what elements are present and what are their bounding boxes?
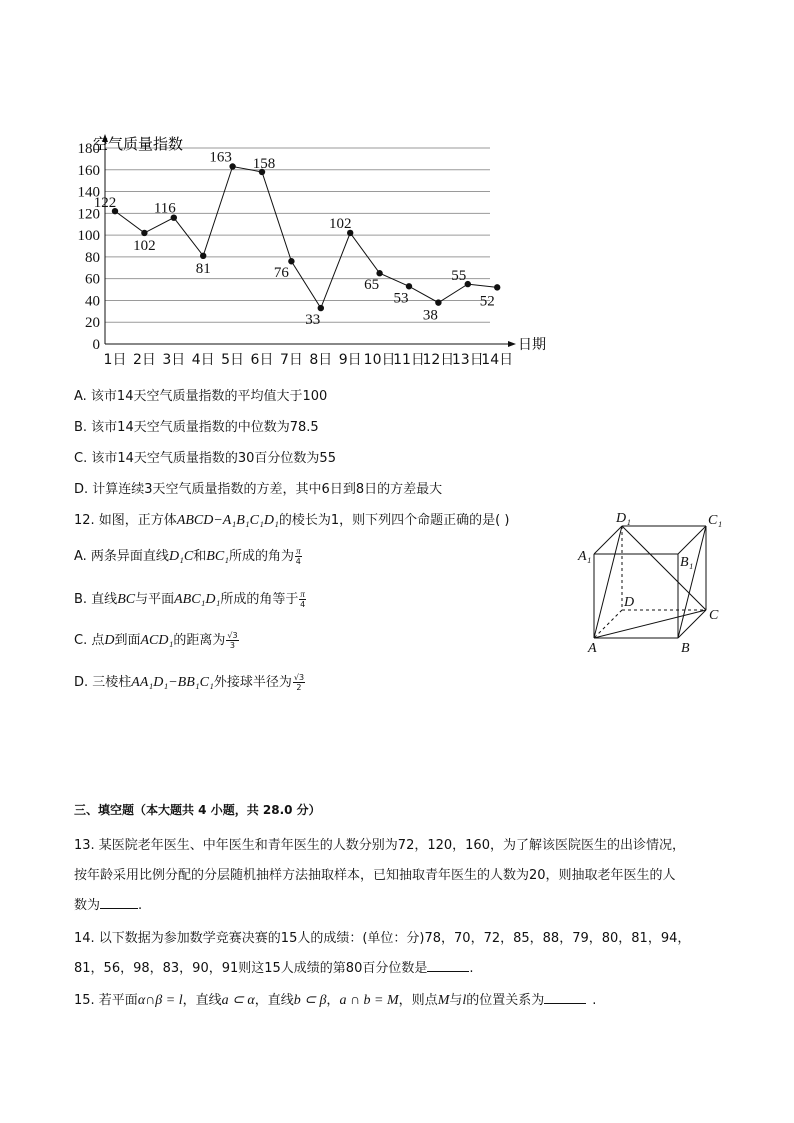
q15-m6: l bbox=[462, 993, 467, 1008]
q12-option-c bbox=[74, 629, 239, 650]
q14-answer-blank[interactable] bbox=[427, 959, 469, 972]
q12-c-mid: 到面 bbox=[114, 633, 141, 648]
label-c: C bbox=[709, 608, 719, 623]
y-axis-label: 空气质量指数 bbox=[93, 135, 184, 153]
label-a1: A₁ bbox=[578, 549, 592, 564]
y-tick-label: 40 bbox=[85, 293, 100, 310]
x-tick-label: 12日 bbox=[422, 352, 455, 368]
q12-a-fraction: $\frac{\pi}{4}$ bbox=[295, 546, 301, 566]
x-tick-label: 6日 bbox=[250, 352, 274, 368]
q12-b-math1: BC bbox=[117, 592, 136, 607]
q13-line3-suffix: . bbox=[138, 898, 143, 913]
series-line bbox=[115, 167, 497, 309]
label-b: B bbox=[681, 641, 690, 656]
q12-a-mid: 和 bbox=[193, 549, 207, 564]
y-tick-label: 100 bbox=[77, 228, 100, 245]
q12-a-text: A. 两条异面直线 bbox=[74, 549, 169, 564]
data-point bbox=[406, 283, 412, 289]
q12-c-text: C. 点 bbox=[74, 633, 105, 648]
cube-hidden-da bbox=[594, 610, 622, 638]
q15-p4: ， bbox=[326, 993, 340, 1008]
q12-b-end: 所成的角等于 bbox=[220, 592, 299, 607]
data-label: 102 bbox=[328, 215, 352, 232]
q11-option-d: D. 计算连续3天空气质量指数的方差，其中6日到8日的方差最大 bbox=[74, 482, 443, 497]
label-c1: C₁ bbox=[708, 513, 723, 528]
y-tick-label: 180 bbox=[77, 141, 100, 157]
cube-figure bbox=[572, 506, 732, 656]
q15-p8: . bbox=[592, 993, 597, 1008]
data-point bbox=[141, 230, 147, 236]
chart-tick-labels bbox=[78, 141, 514, 368]
data-label: 102 bbox=[133, 237, 156, 254]
q12-d-fraction: $\frac{√3}{2}$ bbox=[293, 673, 305, 692]
q15-p7: 的位置关系为 bbox=[466, 993, 545, 1008]
q14-line2-prefix: 81，56，98，83，90，91则这15人成绩的第80百分位数是 bbox=[74, 961, 428, 976]
data-label: 116 bbox=[153, 200, 176, 217]
q11-option-a: A. 该市14天空气质量指数的平均值大于100 bbox=[74, 389, 328, 404]
air-quality-line-chart bbox=[60, 130, 560, 375]
cube-diag-ac bbox=[594, 610, 706, 638]
y-tick-label: 160 bbox=[77, 162, 100, 179]
cube-edge-a1d1 bbox=[594, 526, 622, 554]
y-tick-label: 60 bbox=[85, 271, 100, 288]
x-tick-label: 13日 bbox=[451, 352, 484, 368]
q13-line2: 按年龄采用比例分配的分层随机抽样方法抽取样本，已知抽取青年医生的人数为20，则抽取老年医生的人 bbox=[74, 868, 676, 883]
q13-line3-prefix: 数为 bbox=[74, 898, 101, 913]
data-label: 53 bbox=[393, 290, 409, 307]
q12-stem bbox=[74, 509, 509, 529]
data-label: 33 bbox=[305, 312, 321, 329]
q12-option-d bbox=[74, 671, 305, 692]
q12-c-math1: D bbox=[104, 633, 115, 648]
data-label: 122 bbox=[93, 195, 117, 212]
q12-stem-suffix: 的棱长为1，则下列四个命题正确的是( ) bbox=[278, 513, 510, 528]
label-d: D bbox=[624, 595, 635, 610]
q12-b-math2: ABC₁D₁ bbox=[174, 592, 221, 607]
q13-line3 bbox=[74, 894, 142, 913]
q12-c-end: 的距离为 bbox=[173, 633, 226, 648]
x-axis-label: 日期 bbox=[518, 337, 546, 353]
data-label: 65 bbox=[364, 277, 380, 294]
cube-edge-c1b1 bbox=[678, 526, 706, 554]
q15-p2: ，直线 bbox=[182, 993, 222, 1008]
section3-title: 三、填空题（本大题共 4 小题，共 28.0 分） bbox=[74, 803, 321, 817]
q15-m4: a ∩ b = M bbox=[339, 993, 399, 1008]
q15-m2: a ⊂ α bbox=[221, 993, 255, 1008]
q12-option-a bbox=[74, 545, 302, 566]
x-tick-label: 5日 bbox=[221, 352, 245, 368]
data-point bbox=[376, 270, 382, 276]
data-label: 163 bbox=[209, 149, 232, 166]
q15-line bbox=[74, 989, 596, 1009]
cube-diag-bc1 bbox=[678, 526, 706, 638]
y-tick-label: 120 bbox=[77, 206, 100, 223]
q15-p5: ，则点 bbox=[398, 993, 438, 1008]
y-tick-label: 80 bbox=[85, 249, 100, 266]
q15-p3: ，直线 bbox=[254, 993, 294, 1008]
x-tick-label: 14日 bbox=[481, 352, 514, 368]
data-label: 158 bbox=[252, 155, 276, 172]
q12-stem-prefix: 12. 如图，正方体 bbox=[74, 513, 177, 528]
q13-line1: 13. 某医院老年医生、中年医生和青年医生的人数分别为72，120，160，为了解该医院医生的出诊情况， bbox=[74, 838, 685, 853]
y-tick-label: 0 bbox=[92, 337, 100, 353]
q12-a-end: 所成的角为 bbox=[229, 549, 295, 564]
q15-m3: b ⊂ β bbox=[293, 993, 327, 1008]
q11-option-b: B. 该市14天空气质量指数的中位数为78.5 bbox=[74, 420, 319, 435]
cube-edge-cb bbox=[678, 610, 706, 638]
q12-c-math2: ACD₁ bbox=[140, 633, 174, 648]
label-b1: B₁ bbox=[680, 555, 694, 570]
q12-d-math1: AA₁D₁−BB₁C₁ bbox=[131, 675, 214, 690]
q14-line1: 14. 以下数据为参加数学竞赛决赛的15人的成绩：(单位：分)78，70，72，85，88，79，80，81，94， bbox=[74, 931, 691, 946]
x-tick-label: 11日 bbox=[393, 352, 425, 368]
data-label: 76 bbox=[273, 265, 289, 282]
label-a: A bbox=[588, 641, 597, 656]
x-tick-label: 2日 bbox=[132, 352, 156, 368]
q15-m1: α∩β = l bbox=[137, 993, 183, 1008]
data-label: 38 bbox=[422, 307, 438, 324]
data-point bbox=[494, 284, 500, 290]
q12-a-math1: D₁C bbox=[168, 549, 194, 564]
data-point bbox=[200, 253, 206, 259]
q12-b-mid: 与平面 bbox=[135, 592, 175, 607]
cube-diag-ad1 bbox=[594, 526, 622, 638]
q12-option-b bbox=[74, 588, 306, 609]
data-point bbox=[288, 258, 294, 264]
x-tick-label: 4日 bbox=[191, 352, 215, 368]
q15-p6: 与 bbox=[449, 993, 463, 1008]
q12-stem-math: ABCD−A₁B₁C₁D₁ bbox=[176, 513, 279, 528]
chart-series bbox=[94, 150, 501, 329]
q14-line2 bbox=[74, 957, 473, 976]
q12-b-fraction: $\frac{\pi}{4}$ bbox=[300, 589, 306, 609]
x-tick-label: 9日 bbox=[338, 352, 362, 368]
q15-answer-blank[interactable] bbox=[544, 991, 586, 1004]
label-d1: D₁ bbox=[616, 511, 631, 526]
q15-p1: 15. 若平面 bbox=[74, 993, 138, 1008]
data-point bbox=[435, 299, 441, 305]
x-tick-label: 1日 bbox=[103, 352, 127, 368]
q12-d-end: 外接球半径为 bbox=[213, 675, 292, 690]
q15-m5: M bbox=[437, 993, 450, 1008]
y-tick-label: 140 bbox=[77, 184, 100, 201]
x-axis-arrow bbox=[508, 341, 516, 347]
data-label: 52 bbox=[479, 293, 495, 310]
chart-gridlines bbox=[105, 148, 490, 322]
q14-line2-suffix: . bbox=[469, 961, 474, 976]
q12-a-math2: BC₁ bbox=[206, 549, 230, 564]
data-label: 81 bbox=[195, 260, 211, 277]
x-tick-label: 7日 bbox=[279, 352, 303, 368]
q12-c-fraction: $\frac{√3}{3}$ bbox=[227, 631, 238, 650]
x-tick-label: 8日 bbox=[309, 352, 333, 368]
data-point bbox=[318, 305, 324, 311]
y-tick-label: 20 bbox=[85, 315, 100, 332]
q12-b-text: B. 直线 bbox=[74, 592, 118, 607]
x-tick-label: 3日 bbox=[162, 352, 186, 368]
q12-d-text: D. 三棱柱 bbox=[74, 675, 132, 690]
q13-answer-blank[interactable] bbox=[100, 896, 138, 909]
x-tick-label: 10日 bbox=[363, 352, 396, 368]
q11-option-c: C. 该市14天空气质量指数的30百分位数为55 bbox=[74, 451, 336, 466]
data-label: 55 bbox=[451, 268, 467, 285]
